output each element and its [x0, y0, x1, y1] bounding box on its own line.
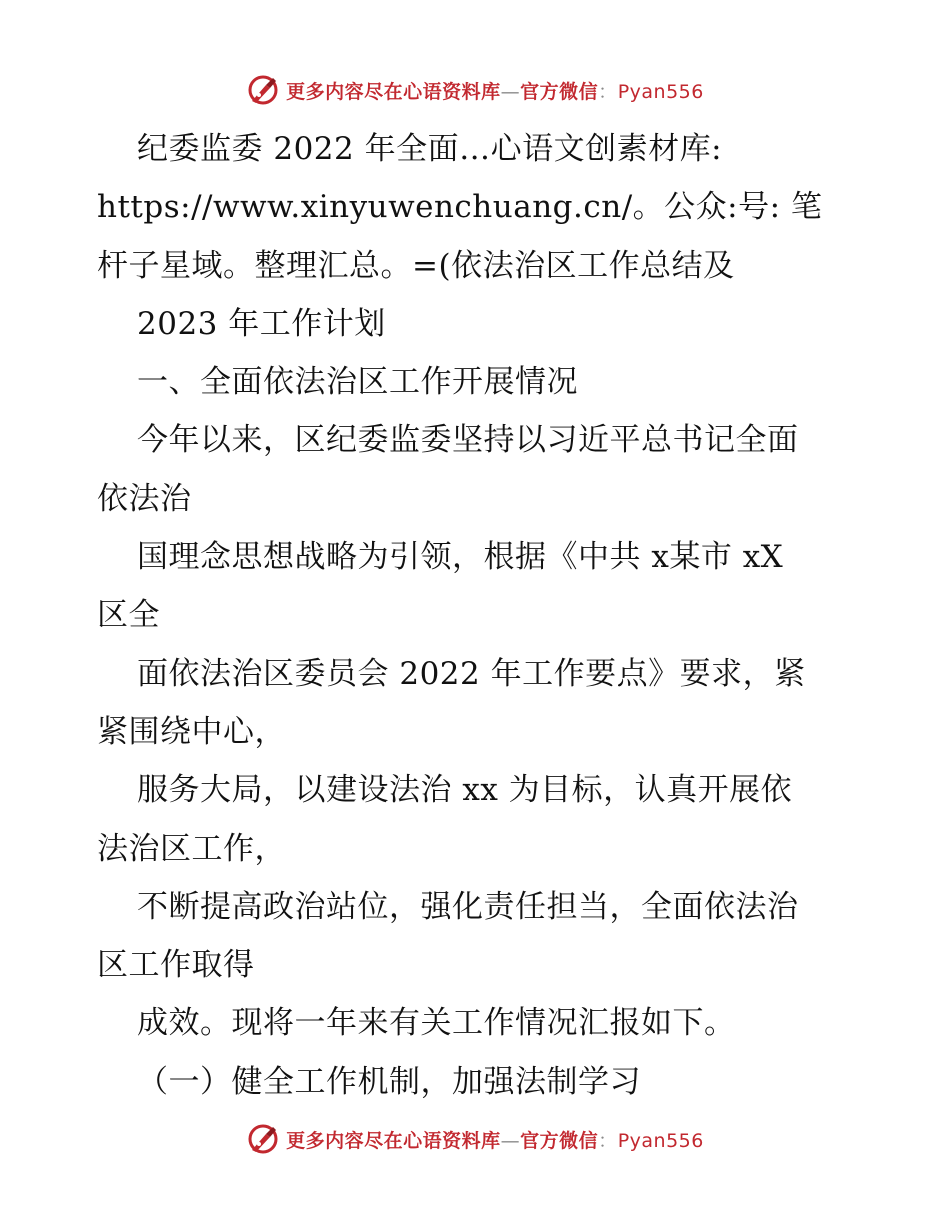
text-line: 不断提高政治站位，强化责任担当，全面依法治	[137, 888, 799, 925]
text-line: 纪委监委 2022 年全面…心语文创素材库:	[137, 131, 723, 167]
text-line: （一）健全工作机制，加强法制学习	[137, 1063, 641, 1100]
text-line: 国理念思想战略为引领，根据《中共 x某市 xX	[137, 539, 784, 576]
text-line: 服务大局，以建设法治 xx 为目标，认真开展依	[137, 772, 793, 809]
text-line: 区全	[97, 597, 160, 634]
footer-separator: —	[500, 1129, 521, 1152]
pen-logo-icon	[246, 73, 280, 107]
document-body	[97, 120, 857, 1111]
text-line: 一、全面依法治区工作开展情况	[137, 364, 578, 401]
text-line: 法治区工作，	[97, 830, 286, 867]
footer-colon: ：	[598, 1129, 618, 1152]
header-official-label: 官方微信	[520, 80, 599, 103]
footer-wechat-id: Pyan556	[617, 1129, 704, 1152]
footer-watermark-banner	[0, 1119, 950, 1159]
text-line: https://www.xinyuwenchuang.cn/。公众:号: 笔	[97, 189, 823, 226]
footer-watermark-text	[286, 1126, 704, 1153]
text-line: 今年以来，区纪委监委坚持以习近平总书记全面	[137, 422, 799, 459]
text-line: 依法治	[97, 480, 192, 517]
pen-logo-icon	[246, 1122, 280, 1156]
text-line: 面依法治区委员会 2022 年工作要点》要求，紧	[137, 655, 806, 692]
header-watermark-banner	[0, 70, 950, 110]
text-line: 紧围绕中心，	[97, 713, 286, 750]
text-line: 杆子星域。整理汇总。=(依法治区工作总结及	[97, 247, 735, 284]
header-separator: —	[500, 80, 521, 103]
text-line: 区工作取得	[97, 947, 255, 984]
header-brand: 更多内容尽在心语资料库	[286, 80, 501, 103]
header-wechat-id: Pyan556	[617, 80, 704, 103]
text-line: 2023 年工作计划	[137, 305, 386, 342]
text-line: 成效。现将一年来有关工作情况汇报如下。	[137, 1005, 736, 1042]
footer-official-label: 官方微信	[520, 1129, 599, 1152]
header-watermark-text	[286, 77, 704, 104]
header-colon: ：	[598, 80, 618, 103]
footer-brand: 更多内容尽在心语资料库	[286, 1129, 501, 1152]
